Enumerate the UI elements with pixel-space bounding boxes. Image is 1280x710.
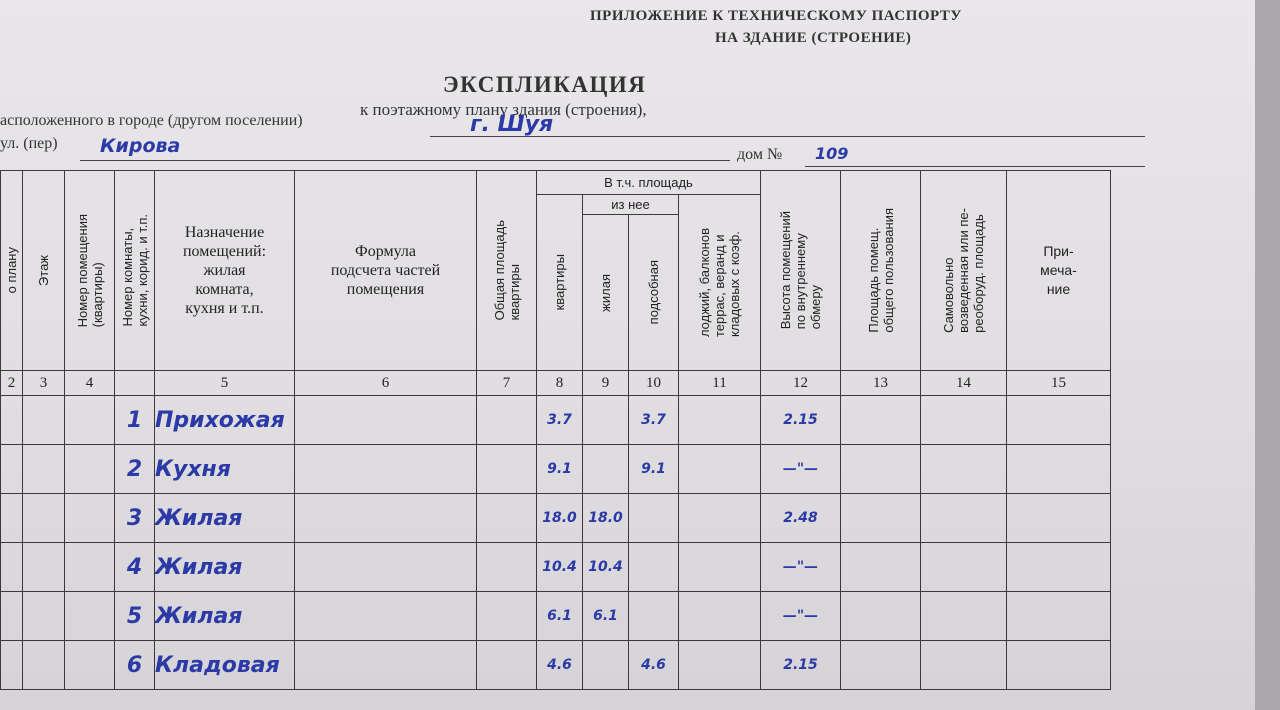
living-area (583, 445, 629, 494)
living-area: 10.4 (583, 543, 629, 592)
house-label: дом № (737, 146, 783, 163)
table-row (1, 494, 1111, 543)
table-row (1, 641, 1111, 690)
column-numbers-row (1, 371, 1111, 396)
apartment-area: 4.6 (537, 641, 583, 690)
house-underline (805, 166, 1145, 167)
col-num: 12 (761, 371, 841, 396)
page-edge (1255, 0, 1280, 710)
table-row (1, 445, 1111, 494)
street-label: ул. (пер) (0, 135, 58, 152)
header-apartment-number: Номер помещения (квартиры) (65, 171, 115, 371)
apartment-area: 9.1 (537, 445, 583, 494)
living-area: 18.0 (583, 494, 629, 543)
appendix-line-1: ПРИЛОЖЕНИЕ К ТЕХНИЧЕСКОМУ ПАСПОРТУ (590, 8, 962, 24)
col-num: 3 (23, 371, 65, 396)
header-total-area: Общая площадь квартиры (477, 171, 537, 371)
header-of-which: из нее (583, 195, 679, 215)
col-num: 11 (679, 371, 761, 396)
col-num: 15 (1007, 371, 1111, 396)
header-room-number: Номер комнаты, кухни, корид. и т.п. (115, 171, 155, 371)
apartment-area: 6.1 (537, 592, 583, 641)
header-floor-plan: о плану (1, 171, 23, 371)
room-purpose: Жилая (155, 494, 295, 543)
auxiliary-area (629, 543, 679, 592)
street-value: Кирова (100, 135, 181, 157)
room-height: 2.15 (761, 396, 841, 445)
apartment-area: 18.0 (537, 494, 583, 543)
living-area (583, 396, 629, 445)
col-num: 5 (155, 371, 295, 396)
col-num: 7 (477, 371, 537, 396)
room-height: 2.15 (761, 641, 841, 690)
header-auxiliary: подсобная (629, 215, 679, 371)
room-number: 5 (115, 592, 155, 641)
header-apartment-area: квартиры (537, 195, 583, 371)
document-title: ЭКСПЛИКАЦИЯ (443, 72, 647, 97)
room-number: 3 (115, 494, 155, 543)
room-number: 1 (115, 396, 155, 445)
header-included-area: В т.ч. площадь (537, 171, 761, 195)
living-area: 6.1 (583, 592, 629, 641)
col-num: 2 (1, 371, 23, 396)
col-num: 13 (841, 371, 921, 396)
col-num: 10 (629, 371, 679, 396)
table-row (1, 396, 1111, 445)
auxiliary-area (629, 494, 679, 543)
header-formula: Формула подсчета частей помещения (295, 171, 477, 371)
col-num: 4 (65, 371, 115, 396)
street-underline (80, 160, 730, 161)
col-num: 6 (295, 371, 477, 396)
header-living: жилая (583, 215, 629, 371)
auxiliary-area: 9.1 (629, 445, 679, 494)
room-height: —"— (761, 543, 841, 592)
house-value: 109 (815, 144, 849, 163)
col-num: 8 (537, 371, 583, 396)
table-row (1, 592, 1111, 641)
room-purpose: Кладовая (155, 641, 295, 690)
document-subtitle: к поэтажному плану здания (строения), (360, 100, 647, 119)
room-number: 4 (115, 543, 155, 592)
room-purpose: Жилая (155, 592, 295, 641)
table-row (1, 543, 1111, 592)
room-height: 2.48 (761, 494, 841, 543)
room-height: —"— (761, 445, 841, 494)
room-purpose: Жилая (155, 543, 295, 592)
room-purpose: Прихожая (155, 396, 295, 445)
header-common-area: Площадь помещ. общего пользования (841, 171, 921, 371)
col-num: 9 (583, 371, 629, 396)
col-num (115, 371, 155, 396)
apartment-area: 3.7 (537, 396, 583, 445)
auxiliary-area: 3.7 (629, 396, 679, 445)
room-number: 6 (115, 641, 155, 690)
location-label: асположенного в городе (другом поселении) (0, 112, 303, 129)
header-floor: Этаж (23, 171, 65, 371)
auxiliary-area (629, 592, 679, 641)
room-number: 2 (115, 445, 155, 494)
apartment-area: 10.4 (537, 543, 583, 592)
appendix-line-2: НА ЗДАНИЕ (СТРОЕНИЕ) (715, 30, 912, 46)
auxiliary-area: 4.6 (629, 641, 679, 690)
room-height: —"— (761, 592, 841, 641)
location-value: г. Шуя (470, 112, 554, 137)
col-num: 14 (921, 371, 1007, 396)
room-purpose: Кухня (155, 445, 295, 494)
explication-table (0, 170, 1111, 690)
header-purpose: Назначение помещений: жилая комната, кухня и т.п. (155, 171, 295, 371)
header-height: Высота помещений по внутреннему обмеру (761, 171, 841, 371)
living-area (583, 641, 629, 690)
header-unauthorized-area: Самовольно возведенная или пе- реоборуд. площадь (921, 171, 1007, 371)
header-notes: При- меча- ние (1007, 171, 1111, 371)
header-loggias: лоджий, балконов террас, веранд и кладовых с коэф. (679, 195, 761, 371)
